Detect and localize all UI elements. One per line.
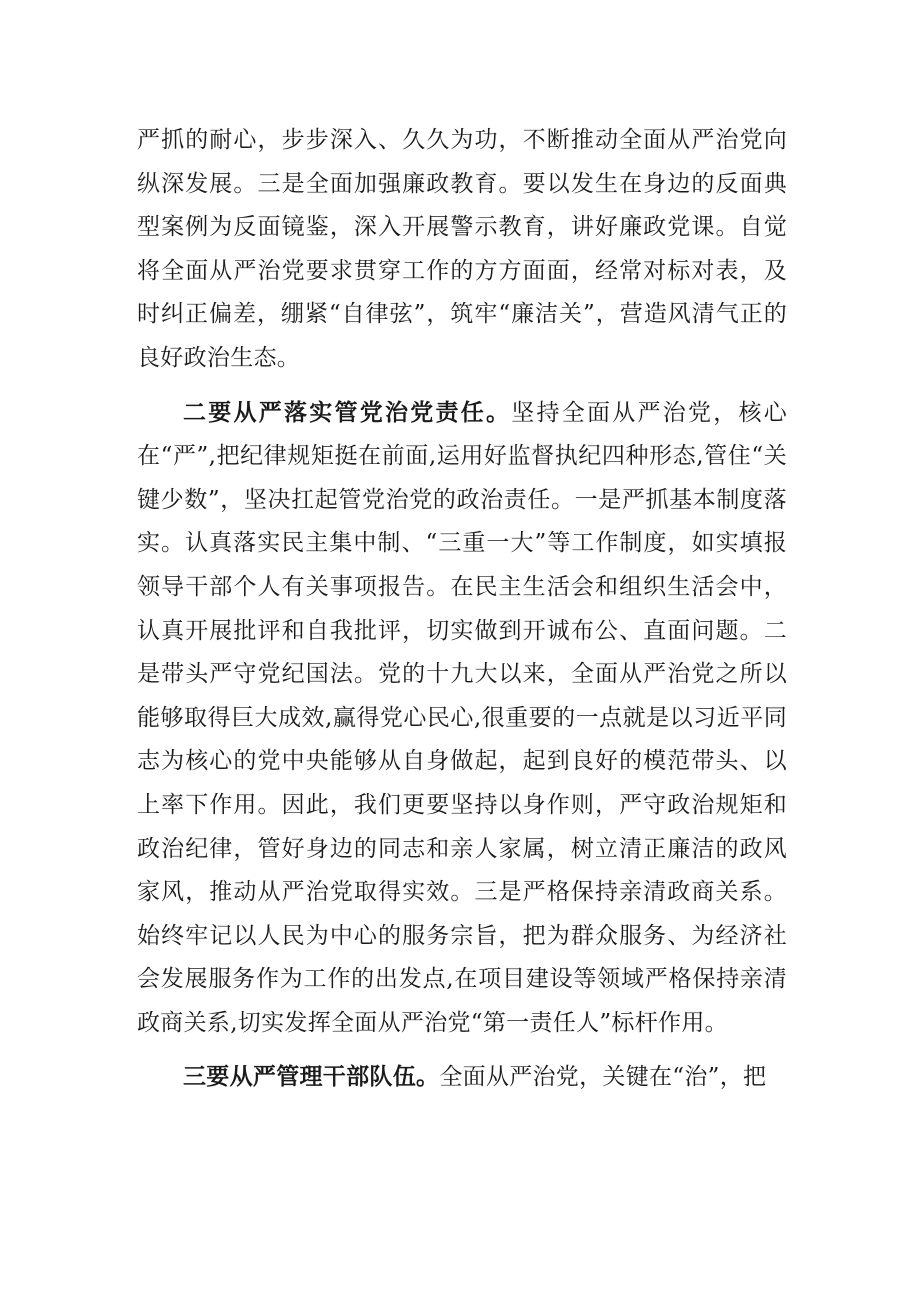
paragraph-2	[137, 391, 787, 1046]
paragraph-1-text: 严抓的耐心，步步深入、久久为功，不断推动全面从严治党向纵深发展。三是全面加强廉政教育。要以发生在身边的反面典型案例为反面镜鉴，深入开展警示教育，讲好廉政党课。自觉将全面从严治党要求贯穿工作的方方面面，经常对标对表，及时纠正偏差，绷紧“自律弦”，筑牢“廉洁关”，营造风清气正的良好政治生态。	[137, 127, 787, 371]
paragraph-3-lead: 三要从严管理干部队伍。	[183, 1063, 440, 1091]
paragraph-2-text: 坚持全面从严治党，核心在“严”,把纪律规矩挺在前面,运用好监督执纪四种形态,管住“关键少数”，坚决扛起管党治党的政治责任。一是严抓基本制度落实。认真落实民主集中制、“三重一大”等工作制度，如实填报领导干部个人有关事项报告。在民主生活会和组织生活会中，认真开展批评和自我批评，切实做到开诚布公、直面问题。二是带头严守党纪国法。党的十九大以来，全面从严治党之所以能够取得巨大成效,赢得党心民心,很重要的一点就是以习近平同志为核心的党中央能够从自身做起，起到良好的模范带头、以上率下作用。因此，我们更要坚持以身作则，严守政治规矩和政治纪律，管好身边的同志和亲人家属，树立清正廉洁的政风家风，推动从严治党取得实效。三是严格保持亲清政商关系。始终牢记以人民为中心的服务宗旨，把为群众服务、为经济社会发展服务作为工作的出发点,在项目建设等领域严格保持亲清政商关系,切实发挥全面从严治党“第一责任人”标杆作用。	[137, 399, 787, 1036]
paragraph-1	[137, 118, 787, 381]
paragraph-3	[137, 1055, 787, 1100]
document-body	[137, 118, 787, 1100]
paragraph-2-lead: 二要从严落实管党治党责任。	[183, 398, 512, 426]
paragraph-3-text: 全面从严治党，关键在“治”，把	[439, 1064, 767, 1091]
